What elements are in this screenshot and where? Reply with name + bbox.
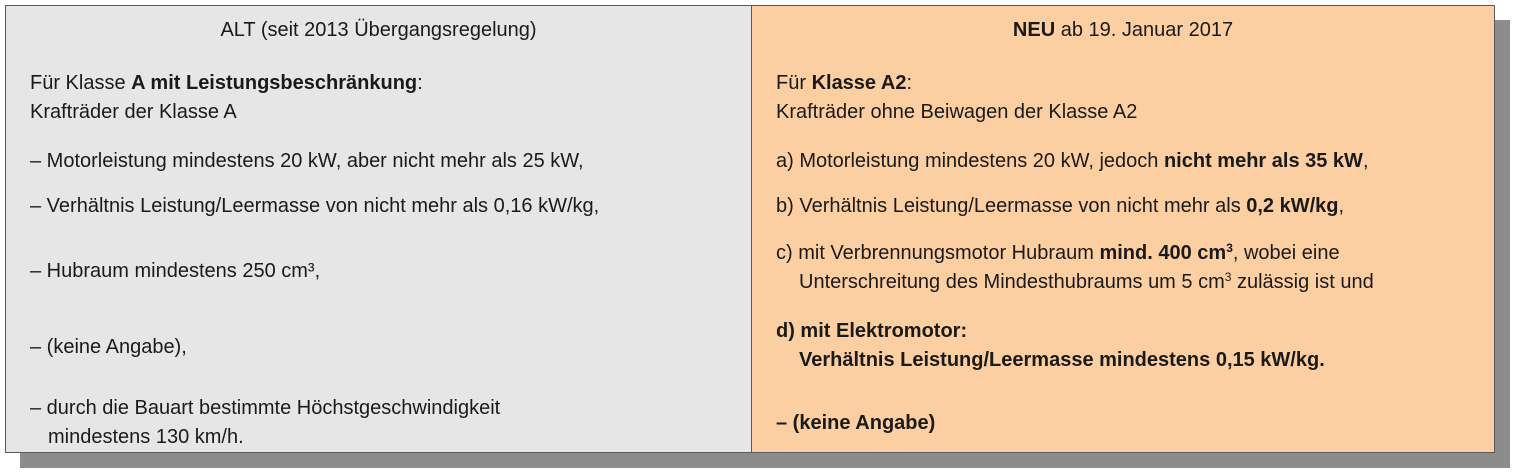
neu-item-a-text: a) Motorleistung mindestens 20 kW, jedoch — [776, 150, 1164, 172]
neu-item-b — [776, 192, 1484, 221]
neu-item-c-end: , wobei eine — [1232, 242, 1340, 264]
alt-intro-prefix: Für Klasse — [30, 72, 132, 94]
alt-item-speed-line2: mindestens 130 km/h. — [48, 426, 244, 448]
comparison-table — [5, 5, 1495, 453]
neu-item-a-end: , — [1362, 150, 1369, 172]
neu-item-none-text: – (keine Angabe) — [776, 412, 936, 434]
neu-item-d-line1: d) mit Elektromotor: — [776, 320, 968, 342]
neu-item-c-line2-a: Unterschreitung des Mindesthubraums um 5 cm — [799, 271, 1225, 293]
neu-item-b-text: b) Verhältnis Leistung/Leermasse von nicht mehr als — [776, 195, 1247, 217]
column-neu-title-bold: NEU — [1012, 19, 1056, 41]
neu-intro-bold: Klasse A2 — [811, 72, 907, 94]
neu-intro-suffix: : — [906, 72, 912, 94]
neu-item-c-bold-sup: 3 — [1226, 241, 1233, 255]
neu-item-b-bold: 0,2 kW/kg — [1246, 195, 1339, 217]
neu-item-c-text: c) mit Verbrennungsmotor Hubraum — [776, 242, 1100, 264]
neu-item-c-bold: mind. 400 cm — [1099, 242, 1227, 264]
neu-item-b-end: , — [1338, 195, 1345, 217]
neu-item-c-line2-b: zulässig ist und — [1231, 271, 1374, 293]
alt-item-power: – Motorleistung mindestens 20 kW, aber nicht mehr als 25 kW, — [30, 150, 584, 172]
neu-item-c-line2-sup: 3 — [1224, 270, 1232, 284]
column-alt-title: ALT (seit 2013 Übergangsregelung) — [220, 19, 537, 41]
alt-item-ratio: – Verhältnis Leistung/Leermasse von nicht mehr als 0,16 kW/kg, — [30, 195, 600, 217]
alt-intro-bold: A mit Leistungsbeschränkung — [131, 72, 418, 94]
alt-item-displacement: – Hubraum mindestens 250 cm³, — [30, 260, 321, 282]
column-neu-title — [752, 19, 1494, 42]
neu-intro-line2: Krafträder ohne Beiwagen der Klasse A2 — [776, 101, 1138, 123]
neu-item-c — [776, 239, 1484, 297]
neu-item-d — [776, 317, 1484, 375]
column-neu-title-rest: ab 19. Januar 2017 — [1055, 19, 1234, 41]
neu-item-d-line2: Verhältnis Leistung/Leermasse mindestens 0,15 kW/kg. — [799, 349, 1325, 371]
alt-intro — [30, 69, 741, 127]
alt-intro-suffix: : — [417, 72, 423, 94]
neu-item-none — [776, 409, 1484, 438]
alt-item-speed-line1: – durch die Bauart bestimmte Höchstgeschwindigkeit — [30, 397, 501, 419]
column-neu — [752, 6, 1494, 452]
alt-intro-line2: Krafträder der Klasse A — [30, 101, 237, 123]
neu-item-a-bold: nicht mehr als 35 kW — [1163, 150, 1363, 172]
neu-intro-prefix: Für — [776, 72, 812, 94]
neu-item-a — [776, 147, 1484, 176]
alt-item-none: – (keine Angabe), — [30, 336, 187, 358]
alt-item-speed — [30, 394, 741, 452]
neu-intro — [776, 69, 1484, 127]
column-alt — [6, 6, 752, 452]
